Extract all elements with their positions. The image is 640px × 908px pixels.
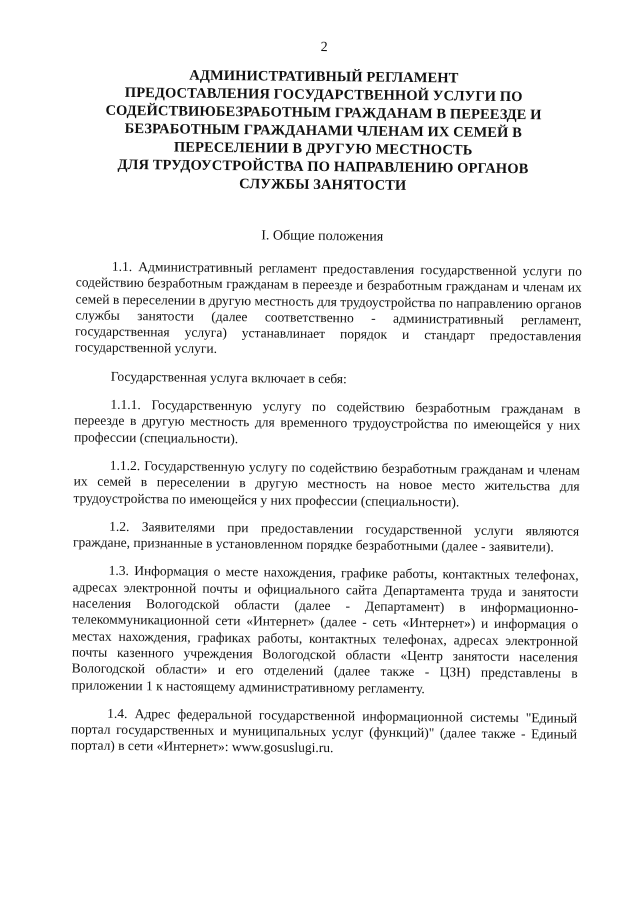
paragraph-includes: Государственная услуга включает в себя: [110, 368, 347, 387]
paragraph-1-2: 1.2. Заявителями при предоставлении государственной услуги являются граждане, признанные в установленном порядке безработными (далее - заявители). [72, 518, 580, 555]
paragraph-1-4: 1.4. Адрес федеральной государственной информационной системы "Единый портал государственных и муниципальных услуг (функций)" (далее также - Единый портал) в сети «Интернет»: www.gosuslugi.ru. [70, 705, 578, 756]
document-body [71, 258, 582, 771]
paragraph-1-1-2: 1.1.2. Государственную услугу по содействию безработным гражданам и членам их семей в переселении в другую местность на новое место жительства для трудоустройства по имеющейся у них профессии (специальности). [73, 457, 580, 510]
title-line: ПЕРЕСЕЛЕНИИ В ДРУГУЮ МЕСТНОСТЬ [173, 139, 473, 159]
page-number: 2 [320, 39, 328, 56]
title-line: СОДЕЙСТВИЮБЕЗРАБОТНЫМ ГРАЖДАНАМ В ПЕРЕЕЗДЕ И [105, 102, 542, 124]
document-title [88, 66, 559, 197]
title-line: АДМИНИСТРАТИВНЫЙ РЕГЛАМЕНТ [189, 67, 459, 87]
section-heading: I. Общие положения [261, 228, 384, 245]
title-line: СЛУЖБЫ ЗАНЯТОСТИ [239, 176, 407, 194]
title-line: БЕЗРАБОТНЫМ ГРАЖДАНАМИ ЧЛЕНАМ ИХ СЕМЕЙ В [124, 120, 523, 142]
paragraph-1-1-1: 1.1.1. Государственную услугу по содействию безработным гражданам в переезде в другую местность для временного трудоустройства по имеющейся у них профессии (специальности). [74, 396, 581, 446]
title-line: ДЛЯ ТРУДОУСТРОЙСТВА ПО НАПРАВЛЕНИЮ ОРГАНОВ [117, 156, 529, 178]
paragraph-1-3: 1.3. Информация о месте нахождения, графике работы, контактных телефонах, адресах электронной почты и официального сайта Департамента труда и занятости населения Вологодской области (далее - Департамент) в информационно-телекоммуникационной сети «Интернет» (далее - сеть «Интернет») и информация о местах нахождения, графиках работы, контактных телефонах, адресах электронной почты казенного учреждения Вологодской области «Центр занятости населения Вологодской области» и его отделений (далее также - ЦЗН) представлены в приложении 1 к настоящему административному регламенту. [71, 563, 579, 696]
title-line: ПРЕДОСТАВЛЕНИЯ ГОСУДАРСТВЕННОЙ УСЛУГИ ПО [124, 84, 523, 106]
paragraph-1-1: 1.1. Административный регламент предоставления государственной услуги по содействию безработным гражданам в переезде и безработным гражданам и членам их семей в переселении в другую местность для трудоустройства по направлению органов службы занятости (далее соответственно - административный регламент, государственная услуга) устанавлинает порядок и стандарт предоставления государственной услуги. [74, 258, 582, 357]
